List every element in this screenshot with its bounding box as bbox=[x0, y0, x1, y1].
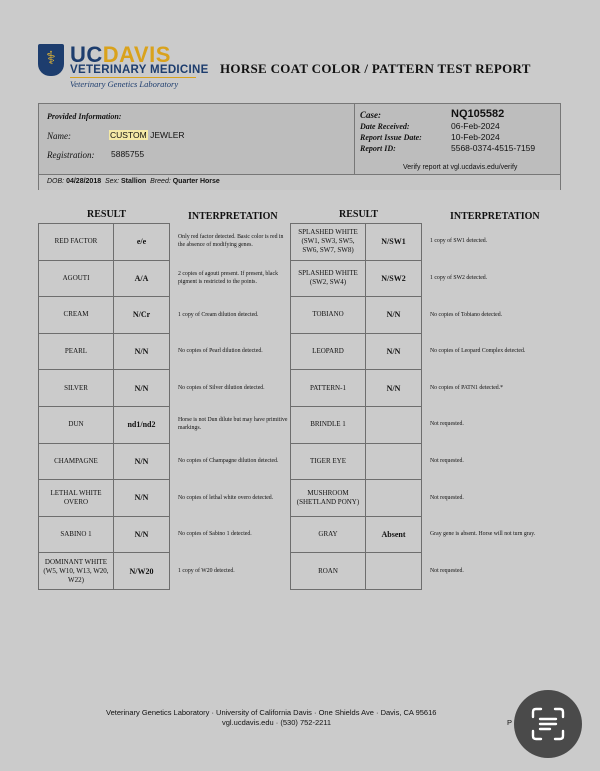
horse-name-rest: JEWLER bbox=[150, 130, 185, 140]
report-id-label: Report ID: bbox=[360, 144, 396, 153]
gene-result: N/W20 bbox=[114, 553, 170, 590]
table-row bbox=[291, 370, 422, 407]
gene-result: N/N bbox=[366, 370, 422, 407]
gene-name: SABINO 1 bbox=[39, 516, 114, 553]
horse-name bbox=[109, 130, 185, 140]
table-row bbox=[39, 406, 170, 443]
interpretation-text: 1 copy of SW1 detected. bbox=[430, 238, 488, 245]
text-scan-button[interactable] bbox=[514, 690, 582, 758]
interpretation-text: No copies of PATN1 detected.* bbox=[430, 384, 504, 391]
gene-name: SPLASHED WHITE (SW2, SW4) bbox=[291, 260, 366, 297]
gene-result bbox=[366, 443, 422, 480]
gene-name: CREAM bbox=[39, 297, 114, 334]
table-row bbox=[291, 406, 422, 443]
left-result-header: RESULT bbox=[87, 209, 127, 220]
interpretation-text: Not requested. bbox=[430, 567, 464, 574]
table-row bbox=[291, 516, 422, 553]
sex-label: Sex: bbox=[105, 178, 120, 185]
gene-name: MUSHROOM (SHETLAND PONY) bbox=[291, 480, 366, 517]
gene-name: SPLASHED WHITE (SW1, SW3, SW5, SW6, SW7, SW8) bbox=[291, 224, 366, 261]
table-row bbox=[39, 553, 170, 590]
table-row bbox=[291, 553, 422, 590]
provided-info-box bbox=[38, 103, 561, 190]
horse-details-bar bbox=[39, 174, 560, 190]
table-row bbox=[39, 516, 170, 553]
gene-result: N/N bbox=[114, 516, 170, 553]
gene-result: N/N bbox=[366, 297, 422, 334]
dob-label: DOB: bbox=[47, 178, 65, 185]
gene-result: N/SW2 bbox=[366, 260, 422, 297]
interpretation-text: 1 copy of W20 detected. bbox=[178, 567, 235, 574]
table-row bbox=[39, 370, 170, 407]
gene-name: CHAMPAGNE bbox=[39, 443, 114, 480]
report-id-value: 5568-0374-4515-7159 bbox=[451, 143, 536, 153]
gene-result: N/SW1 bbox=[366, 224, 422, 261]
gene-result: N/N bbox=[114, 443, 170, 480]
interpretation-text: Not requested. bbox=[430, 421, 464, 428]
footer-address: Veterinary Genetics Laboratory · University of California Davis · One Shields Ave · Davis, CA 95616 bbox=[106, 708, 437, 717]
gene-result: nd1/nd2 bbox=[114, 406, 170, 443]
provided-label: Provided Information: bbox=[47, 112, 122, 121]
interpretation-text: Gray gene is absent. Horse will not turn gray. bbox=[430, 531, 536, 538]
gene-result bbox=[366, 480, 422, 517]
gene-name: BRINDLE 1 bbox=[291, 406, 366, 443]
table-row bbox=[291, 260, 422, 297]
breed-value: Quarter Horse bbox=[172, 178, 220, 185]
table-row bbox=[39, 333, 170, 370]
table-row bbox=[39, 224, 170, 261]
gene-name: TIGER EYE bbox=[291, 443, 366, 480]
gene-name: SILVER bbox=[39, 370, 114, 407]
registration-value: 5885755 bbox=[111, 149, 145, 159]
interpretation-text: No copies of Champagne dilution detected. bbox=[178, 457, 279, 464]
interpretation-text: No copies of Leopard Complex detected. bbox=[430, 348, 526, 355]
text-scan-icon bbox=[531, 707, 565, 741]
issue-date-value: 10-Feb-2024 bbox=[451, 132, 500, 142]
gene-name: GRAY bbox=[291, 516, 366, 553]
provided-info-left bbox=[39, 104, 355, 174]
interpretation-text: Not requested. bbox=[430, 494, 464, 501]
gene-name: AGOUTI bbox=[39, 260, 114, 297]
interpretation-text: Horse is not Dun dilute but may have primitive markings. bbox=[178, 417, 288, 432]
logo-uc-davis: UCDAVIS bbox=[70, 42, 171, 67]
case-value: NQ105582 bbox=[451, 108, 505, 120]
verify-link[interactable]: Verify report at vgl.ucdavis.edu/verify bbox=[403, 164, 518, 171]
ucdavis-logo bbox=[38, 44, 208, 92]
table-row bbox=[39, 297, 170, 334]
table-row bbox=[291, 333, 422, 370]
interpretation-text: 1 copy of Cream dilution detected. bbox=[178, 311, 259, 318]
sex-value: Stallion bbox=[120, 178, 147, 185]
report-title: HORSE COAT COLOR / PATTERN TEST REPORT bbox=[220, 61, 531, 76]
interpretation-text: No copies of Sabino 1 detected. bbox=[178, 531, 252, 538]
gene-result bbox=[366, 406, 422, 443]
interpretation-text: 2 copies of agouti present. If present, black pigment is restricted to the points. bbox=[178, 270, 278, 285]
left-results-table bbox=[38, 223, 170, 590]
gene-result: e/e bbox=[114, 224, 170, 261]
interpretation-text: No copies of Silver dilution detected. bbox=[178, 384, 265, 391]
table-row bbox=[291, 443, 422, 480]
gene-result: A/A bbox=[114, 260, 170, 297]
gene-name: PATTERN-1 bbox=[291, 370, 366, 407]
table-row bbox=[39, 443, 170, 480]
right-results-table bbox=[290, 223, 422, 590]
gene-result: Absent bbox=[366, 516, 422, 553]
date-received-value: 06-Feb-2024 bbox=[451, 121, 500, 131]
interpretation-text: No copies of Pearl dilution detected. bbox=[178, 348, 263, 355]
right-interpretation-header: INTERPRETATION bbox=[450, 211, 540, 222]
interpretation-text: No copies of Tobiano detected. bbox=[430, 311, 503, 318]
dob-value: 04/28/2018 bbox=[66, 178, 102, 185]
table-row bbox=[39, 260, 170, 297]
horse-name-highlight: CUSTOM bbox=[110, 130, 147, 140]
gene-result: N/N bbox=[114, 333, 170, 370]
interpretation-text: No copies of lethal white overo detected. bbox=[178, 494, 274, 501]
caduceus-shield-icon: ⚕ bbox=[38, 44, 64, 76]
footer-contact: vgl.ucdavis.edu · (530) 752-2211 bbox=[222, 718, 332, 727]
gene-result: N/Cr bbox=[114, 297, 170, 334]
logo-lab-name: Veterinary Genetics Laboratory bbox=[70, 79, 179, 89]
logo-divider bbox=[70, 77, 196, 78]
gene-name: LEOPARD bbox=[291, 333, 366, 370]
table-row bbox=[39, 480, 170, 517]
date-received-label: Date Received: bbox=[360, 122, 410, 131]
gene-name: LETHAL WHITE OVERO bbox=[39, 480, 114, 517]
gene-name: RED FACTOR bbox=[39, 224, 114, 261]
gene-result bbox=[366, 553, 422, 590]
horse-details bbox=[47, 178, 220, 185]
table-row bbox=[291, 480, 422, 517]
gene-name: DOMINANT WHITE (W5, W10, W13, W20, W22) bbox=[39, 553, 114, 590]
issue-date-label: Report Issue Date: bbox=[360, 133, 422, 142]
interpretation-text: Only red factor detected. Basic color is red in the absence of modifying genes. bbox=[178, 234, 284, 249]
registration-label: Registration: bbox=[47, 150, 95, 160]
gene-name: PEARL bbox=[39, 333, 114, 370]
case-label: Case: bbox=[360, 110, 381, 120]
page-number: P bbox=[507, 718, 513, 727]
table-row bbox=[291, 297, 422, 334]
gene-result: N/N bbox=[114, 480, 170, 517]
gene-result: N/N bbox=[114, 370, 170, 407]
logo-vet-med: VETERINARY MEDICINE bbox=[70, 64, 209, 76]
gene-name: TOBIANO bbox=[291, 297, 366, 334]
name-label: Name: bbox=[47, 131, 71, 141]
interpretation-text: 1 copy of SW2 detected. bbox=[430, 274, 488, 281]
gene-result: N/N bbox=[366, 333, 422, 370]
table-row bbox=[291, 224, 422, 261]
gene-name: DUN bbox=[39, 406, 114, 443]
interpretation-text: Not requested. bbox=[430, 457, 464, 464]
gene-name: ROAN bbox=[291, 553, 366, 590]
left-interpretation-header: INTERPRETATION bbox=[188, 211, 278, 222]
breed-label: Breed: bbox=[150, 178, 171, 185]
right-result-header: RESULT bbox=[339, 209, 379, 220]
